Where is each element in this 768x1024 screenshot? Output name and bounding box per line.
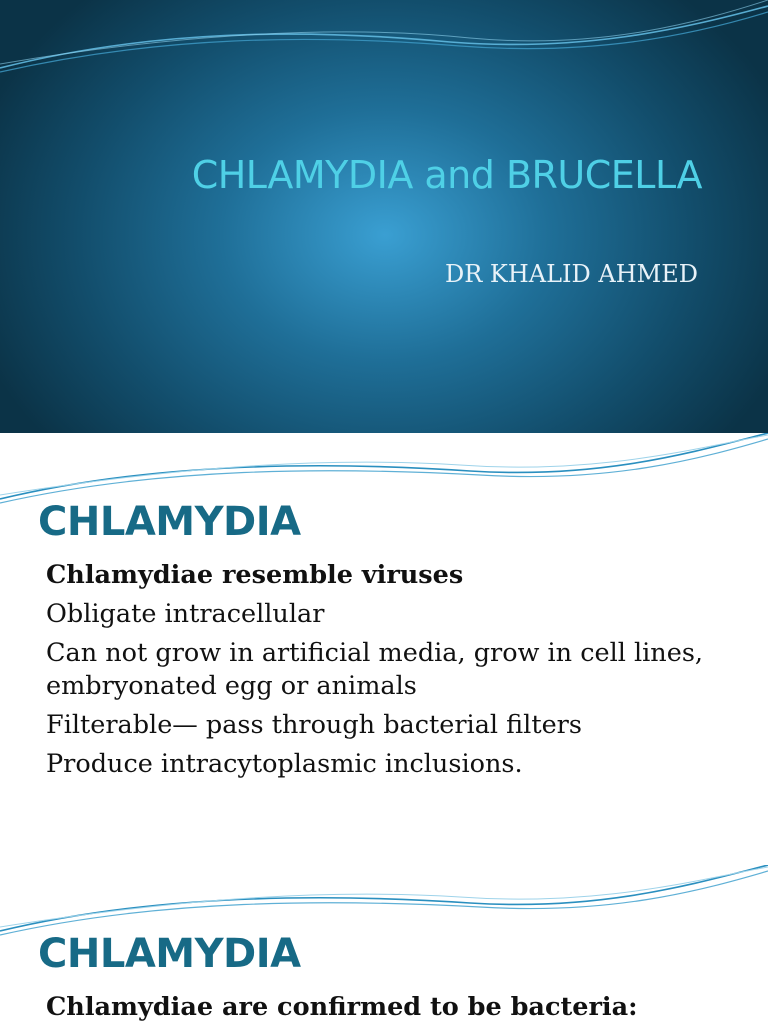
content-slide-2 [0, 865, 768, 1024]
presentation-author: DR KHALID AHMED [444, 260, 698, 288]
body-line-text: Can not grow in artificial media, grow in cell lines, embryonated egg or animals [46, 638, 704, 701]
body-line-text: Produce intracytoplasmic inclusions. [46, 749, 523, 779]
decorative-wave [0, 0, 768, 80]
body-line: Obligate intracellular [46, 599, 325, 629]
title-slide [0, 0, 768, 433]
body-line-bulleted [46, 748, 736, 781]
slide-heading: CHLAMYDIA [38, 931, 301, 977]
content-slide-1 [0, 433, 768, 865]
body-line: Chlamydiae are confirmed to be bacteria: [46, 992, 638, 1022]
slide-body [46, 991, 736, 1024]
body-line-text: Filterable— pass through bacterial filters [46, 710, 582, 740]
slide-heading: CHLAMYDIA [38, 499, 301, 545]
body-line: Chlamydiae resemble viruses [46, 560, 464, 590]
slide-body [46, 559, 736, 787]
presentation-title: CHLAMYDIA and BRUCELLA [191, 153, 702, 197]
body-line-bulleted [46, 637, 736, 703]
body-line-bulleted [46, 709, 736, 742]
